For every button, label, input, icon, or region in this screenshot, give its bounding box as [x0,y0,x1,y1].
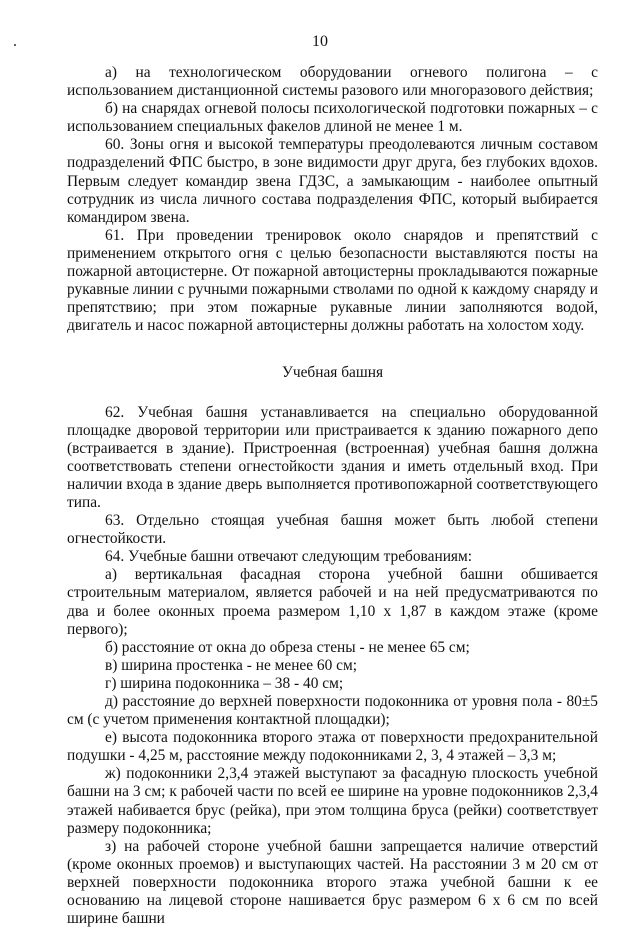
section-heading: Учебная башня [281,364,384,382]
page-body [67,64,598,928]
paragraph-61: 61. При проведении тренировок около снарядов и препятствий с применением открытого огня с целью безопасности выставляются посты на пожарной автоцистерне. От пожарной автоцистерны прокладываются пожарные рукавные линии с ручными пожарными стволами по одной к каждому снаряду и препятствию; при этом пожарные рукавные линии заполняются водой, двигатель и насос пожарной автоцистерны должны работать на холостом ходу. [67,226,598,335]
paragraph-62: 62. Учебная башня устанавливается на специально оборудованной площадке дворовой территории или пристраивается к зданию пожарного депо (встраивается в здание). Пристроенная (встроенная) учебная башня должна соответствовать степени огнестойкости здания и иметь отдельный вход. При наличии входа в здание дверь выполняется противопожарной соответствующего типа. [67,403,598,511]
requirement-g: г) ширина подоконника – 38 - 40 см; [105,674,344,692]
paragraph-a-fire-range: а) на технологическом оборудовании огневого полигона – с использованием дистанционной системы разового или многоразового действия; [67,64,598,100]
requirement-d: д) расстояние до верхней поверхности подоконника от уровня пола - 80±5 см (с учетом применения контактной площадки); [67,693,598,729]
requirement-b: б) расстояние от окна до обреза стены - не менее 65 см; [105,638,470,656]
paragraph-b-fire-strip: б) на снарядах огневой полосы психологической подготовки пожарных – с использованием специальных факелов длиной не менее 1 м. [67,100,598,136]
requirement-z: з) на рабочей стороне учебной башни запрещается наличие отверстий (кроме оконных проемов) и выступающих частей. На расстоянии 3 м 20 см от верхней поверхности подоконника второго этажа учебной башни к ее основанию на лицевой стороне нашивается брус размером 6 х 6 см по всей ширине башни [67,837,598,928]
paragraph-64: 64. Учебные башни отвечают следующим требованиям: [105,548,473,566]
requirement-e: е) высота подоконника второго этажа от поверхности предохранительной подушки - 4,25 м, расстояние между подоконниками 2, 3, 4 этажей – 3,3 м; [67,729,598,765]
paragraph-63: 63. Отдельно стоящая учебная башня может быть любой степени огнестойкости. [67,512,598,548]
page-number: 10 [312,33,328,50]
requirement-a: а) вертикальная фасадная сторона учебной башни обшивается строительным материалом, является рабочей и на ней предусматриваются по два и более оконных проема размером 1,10 х 1,87 в каждом этаже (кроме первого); [67,566,598,638]
requirement-zh: ж) подоконники 2,3,4 этажей выступают за фасадную плоскость учебной башни на 3 см; к рабочей части по всей ее ширине на уровне подоконников 2,3,4 этажей набивается брус (рейка), при этом толщина бруса (рейки) соответствует размеру подоконника; [67,765,598,837]
paragraph-60: 60. Зоны огня и высокой температуры преодолеваются личным составом подразделений ФПС быстро, в зоне видимости друг друга, без глубоких вдохов. Первым следует командир звена ГДЗС, а замыкающим - наиболее опытный сотрудник из числа личного состава подразделения ФПС, который выбирается командиром звена. [67,136,598,226]
requirement-v: в) ширина простенка - не менее 60 см; [105,656,358,674]
